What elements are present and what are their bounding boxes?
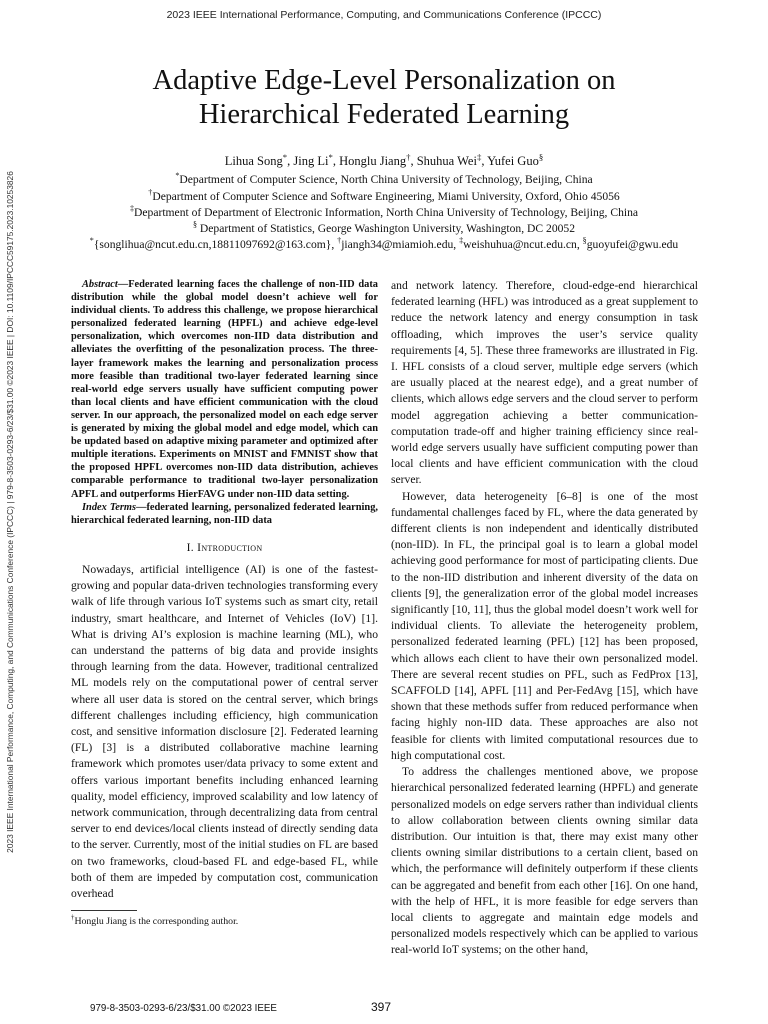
affiliation: *Department of Computer Science, North China University of Technology, Beijing, China (175, 171, 593, 186)
right-column (391, 278, 698, 959)
title-line-2: Hierarchical Federated Learning (198, 99, 570, 130)
index-terms: Index Terms—federated learning, personalized federated learning, hierarchical federated learning, non-IID data (71, 501, 378, 526)
conference-header: 2023 IEEE International Performance, Computing, and Communications Conference (IPCCC) (166, 9, 602, 21)
body-paragraph: However, data heterogeneity [6–8] is one of the most fundamental challenges faced by FL, where the data generated by different clients is non independent and identically distributed (non-IID). In FL, the principal goal is to learn a global model achieving good performance for most of participating clients. Due to the non-IID distribution and inherent diversity of the data on clients [9], the generalization error of the global model increases significantly [10, 11], thus the global model doesn’t work well for individual clients. To alleviate the heterogeneity problem, personalized federated learning (PFL) [12] has been proposed, which allows each client to have their own personalized model. There are several recent studies on PFL, such as FedProx [13], SCAFFOLD [14], APFL [11] and Per-FedAvg [15], which have shown that these methods suffer from reduced performance when facing highly non-IID data. These approaches are also not feasible for clients with limited computational resources due to high computational cost. (391, 489, 698, 762)
author-list (0, 151, 768, 169)
abstract: Abstract—Federated learning faces the challenge of non-IID data distribution while the global model doesn’t achieve well for individual clients. To address this challenge, we propose hierarchical personalized federated learning (HPFL) and achieve edge-level personalization, which overcomes non-IID data distribution and alleviates the overfitting of the pesonalization process. The three-layer framework makes the learning and personalization process more feasible than traditional two-layer federated learning since real-world edge servers usually have sufficient computing power than local clients and have efficient communication with the cloud server. In our approach, the personalized model on each edge server is generated by mixing the global model and edge model, which can be updated based on adaptive mixing parameter and optimized after multiple iterations. Experiments on MNIST and FMNIST show that the proposed HPFL overcomes non-IID data distribution, achieves comparable performance to traditional two-layer personalization APFL and outperforms HierFAVG under non-IID data setting. (71, 279, 378, 500)
affiliation: § Department of Statistics, George Washington University, Washington, DC 20052 (192, 220, 576, 235)
affiliation: †Department of Computer Science and Software Engineering, Miami University, Oxford, Ohio 45056 (148, 188, 620, 203)
author: Shuhua Wei‡, (416, 151, 488, 168)
body-paragraph: and network latency. Therefore, cloud-edge-end hierarchical federated learning (HFL) was introduced as a great supplement to reduce the network latency and energy consumption in task offloading, which improves the user’s service quality requirements [4, 5]. These three frameworks are illustrated in Fig. I. HFL consists of a cloud server, multiple edge servers (which are usually placed at the nearest edge), and a great number of clients, which allows edge servers and the cloud server to perform model aggregation achieving a better communication-computation trade-off and higher training efficiency since real-world edge servers usually have sufficient computing power than local clients and have efficient communication with the cloud server. (391, 279, 698, 487)
author: Lihua Song*, (224, 151, 294, 168)
sidebar-text: 2023 IEEE International Performance, Computing, and Communications Conference (IPCCC) | 979-8-3503-0293-6/23/$31.00 ©2023 IEEE | DOI: 10.1109/IPCCC59175.2023.10253826 (5, 171, 15, 853)
author: Honglu Jiang†, (339, 151, 417, 168)
title-line-1: Adaptive Edge-Level Personalization on (152, 65, 616, 96)
footnote: †Honglu Jiang is the corresponding author. (71, 914, 239, 927)
author: Yufei Guo§ (487, 151, 544, 168)
section-heading: I. Introduction (186, 540, 263, 554)
footnote-rule (71, 910, 137, 911)
body-paragraph: Nowadays, artificial intelligence (AI) is one of the fastest-growing and popular data-driven technologies transforming every walk of life through various IoT systems such as smart city, retail industry, smart healthcare, and Internet of Vehicles (IoV) [1]. What is driving AI’s explosion is machine learning (ML), who can understand the patterns of big data and provide insights through learning from the data. However, traditional centralized ML models rely on the computational power of central server where all user data is stored on the central server, which brings different challenges including efficiency, high communication cost, and sensitive information disclosure [2]. Federated learning (FL) [3] is a distributed collaborative machine learning framework which promotes user/data privacy to some extent and offers various important benefits including enhanced learning quality, model efficiency, improved scalability and low latency of network communication, through decentralizing data from central server to end devices/local clients instead of directly sending data to the server. Currently, most of the initial studies on FL are based on two frameworks, cloud-based FL and edge-based FL, while both of them are impeded by computation cost, communication overhead (71, 562, 378, 901)
body-paragraph: To address the challenges mentioned above, we propose hierarchical personalized federated learning (HPFL) and generate personalized models on edge servers rather than individual clients to allow collaboration between clients owning similar data distribution. Our intuition is that, there may exist many other clients owning similar distributions to a certain client, based on which, the performance will definitely outperform if these clients can be aggregated and benefit from each other [16]. On one hand, with the help of HFL, it is more feasible for edge servers than local clients to aggregate and maintain edge models and personalized models respectively which can be applied to various real-world IoT systems; on the other hand, (391, 765, 698, 957)
copyright-footer: 979-8-3503-0293-6/23/$31.00 ©2023 IEEE (90, 1003, 277, 1014)
left-column (71, 278, 378, 902)
affiliation: ‡Department of Department of Electronic Information, North China University of Technology, Beijing, China (129, 204, 639, 219)
page-number: 397 (371, 1000, 392, 1014)
paper-title (0, 64, 768, 132)
author: Jing Li*, (293, 151, 340, 168)
email-line: *{songlihua@ncut.edu.cn,18811097692@163.com}, †jiangh34@miamioh.edu, ‡weishuhua@ncut.edu.cn, §guoyufei@gwu.edu (89, 236, 679, 251)
